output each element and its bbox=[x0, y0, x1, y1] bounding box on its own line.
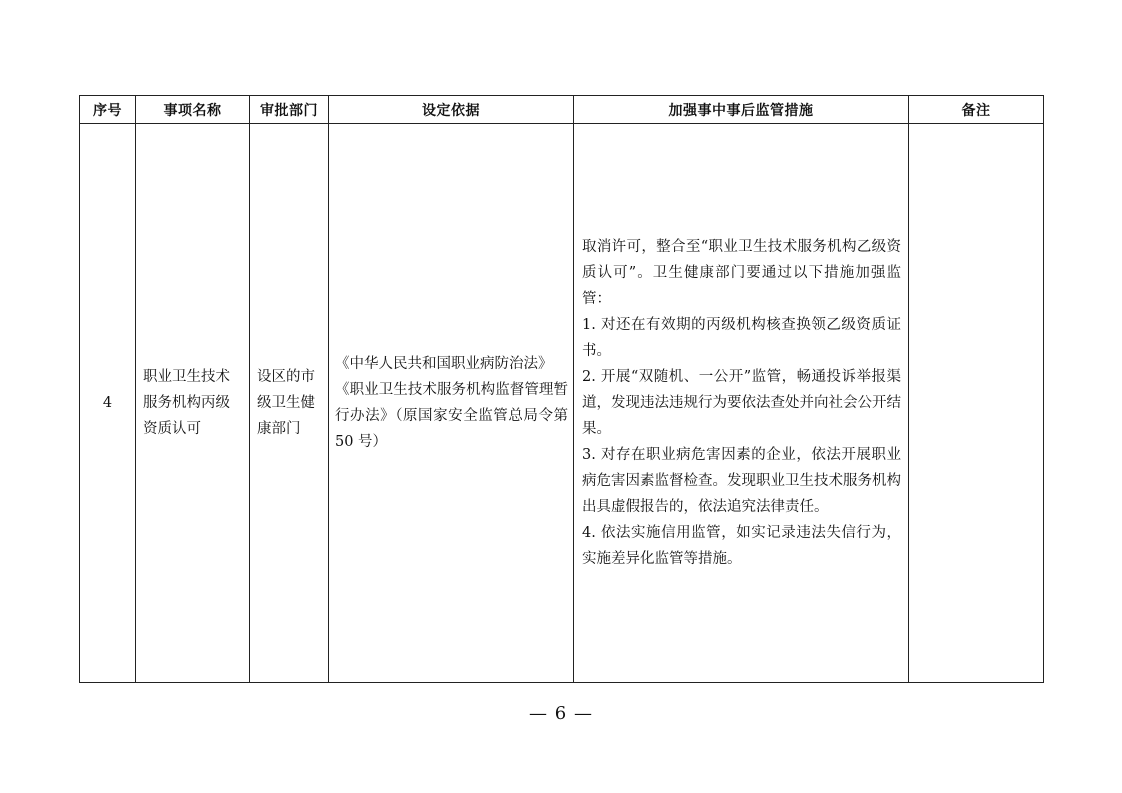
header-basis: 设定依据 bbox=[329, 96, 574, 124]
table-header-row bbox=[80, 96, 1044, 124]
basis-regulation: 《职业卫生技术服务机构监督管理暂行办法》（原国家安全监管总局令第 50 号） bbox=[335, 382, 568, 450]
measure-item-1: 1. 对还在有效期的丙级机构核查换领乙级资质证书。 bbox=[582, 317, 901, 359]
measure-intro: 取消许可，整合至“职业卫生技术服务机构乙级资质认可”。卫生健康部门要通过以下措施加强监管： bbox=[582, 239, 901, 307]
row-basis bbox=[329, 124, 574, 683]
row-item-name: 职业卫生技术服务机构丙级资质认可 bbox=[136, 124, 250, 683]
header-remarks: 备注 bbox=[909, 96, 1044, 124]
table-row bbox=[80, 124, 1044, 683]
header-item-name: 事项名称 bbox=[136, 96, 250, 124]
page-number: — 6 — bbox=[529, 703, 593, 724]
row-remarks bbox=[909, 124, 1044, 683]
header-index: 序号 bbox=[80, 96, 136, 124]
approval-items-table bbox=[79, 95, 1044, 683]
row-department: 设区的市级卫生健康部门 bbox=[250, 124, 329, 683]
header-department: 审批部门 bbox=[250, 96, 329, 124]
basis-law: 《中华人民共和国职业病防治法》 bbox=[335, 356, 553, 372]
header-measures: 加强事中事后监管措施 bbox=[574, 96, 909, 124]
row-index: 4 bbox=[80, 124, 136, 683]
measure-item-3: 3. 对存在职业病危害因素的企业，依法开展职业病危害因素监督检查。发现职业卫生技术服务机构出具虚假报告的，依法追究法律责任。 bbox=[582, 447, 901, 515]
measure-item-4: 4. 依法实施信用监管，如实记录违法失信行为，实施差异化监管等措施。 bbox=[582, 525, 901, 567]
measure-item-2: 2. 开展“双随机、一公开”监管，畅通投诉举报渠道，发现违法违规行为要依法查处并向社会公开结果。 bbox=[582, 369, 901, 437]
row-measures bbox=[574, 124, 909, 683]
